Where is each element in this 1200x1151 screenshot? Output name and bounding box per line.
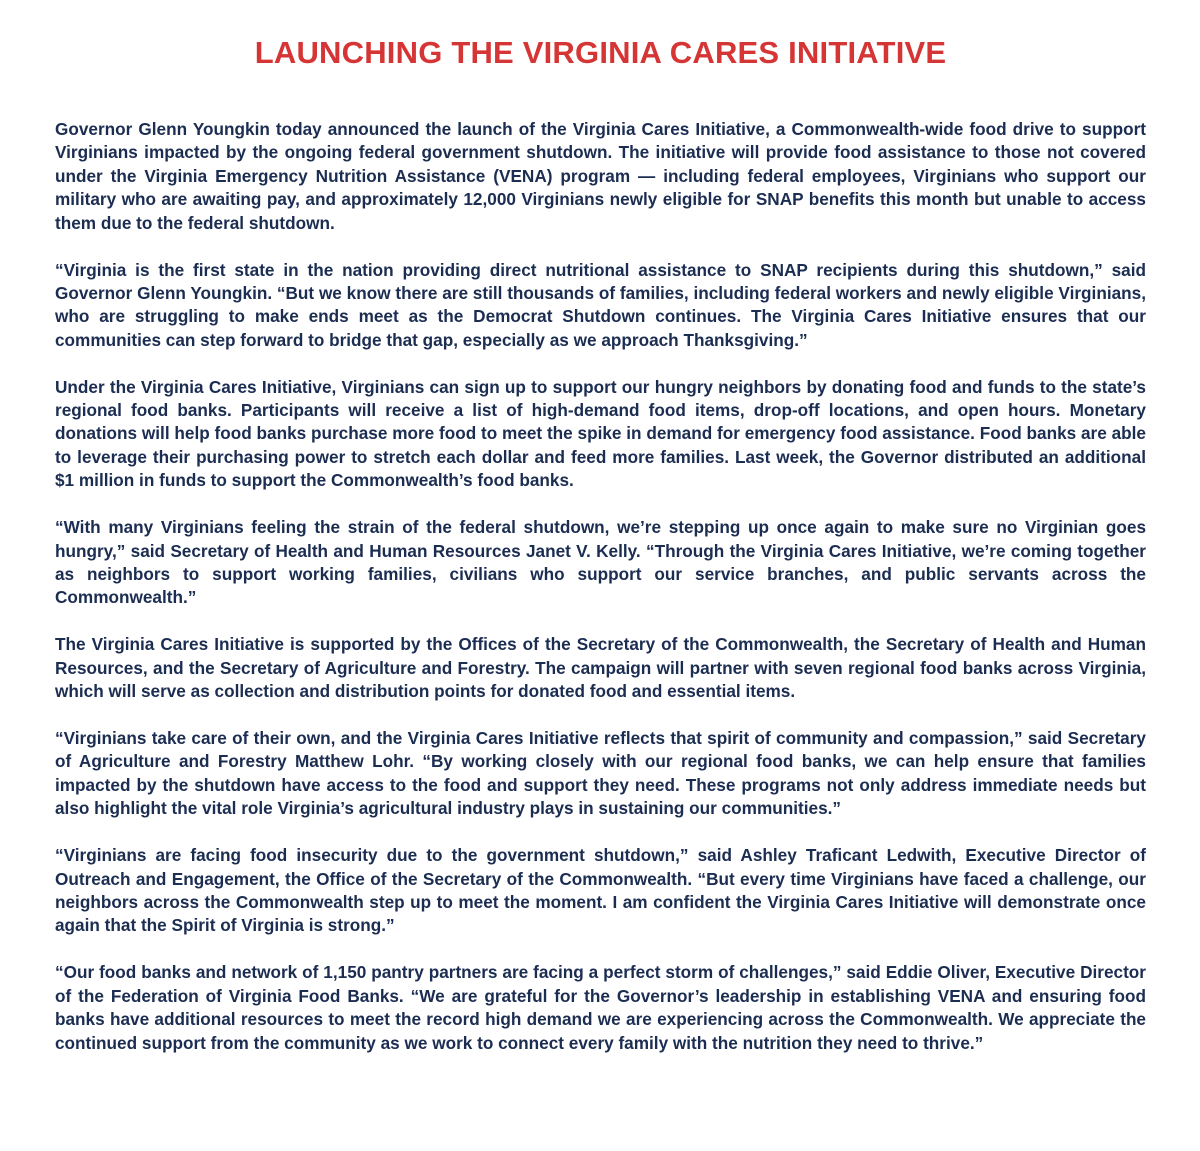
paragraph-lohr-quote: “Virginians take care of their own, and the Virginia Cares Initiative reflects that spirit of community and compassion,” said Secretary of Agriculture and Forestry Matthew Lohr. “By working closely with our regional food banks, we can help ensure that families impacted by the shutdown have access to the food and support they need. These programs not only address immediate needs but also highlight the vital role Virginia’s agricultural industry plays in sustaining our communities.” [55,728,1146,819]
paragraph-announcement: Governor Glenn Youngkin today announced the launch of the Virginia Cares Initiative, a Commonwealth-wide food drive to support Virginians impacted by the ongoing federal government shutdown. The initiative will provide food assistance to those not covered under the Virginia Emergency Nutrition Assistance (VENA) program — including federal employees, Virginians who support our military who are awaiting pay, and approximately 12,000 Virginians newly eligible for SNAP benefits this month but unable to access them due to the federal shutdown. [55,119,1146,233]
paragraph-kelly-quote: “With many Virginians feeling the strain of the federal shutdown, we’re stepping up once again to make sure no Virginian goes hungry,” said Secretary of Health and Human Resources Janet V. Kelly. “Through the Virginia Cares Initiative, we’re coming together as neighbors to support working families, civilians who support our service branches, and public servants across the Commonwealth.” [55,517,1146,608]
paragraph-how-to-help: Under the Virginia Cares Initiative, Virginians can sign up to support our hungry neighbors by donating food and funds to the state’s regional food banks. Participants will receive a list of high-demand food items, drop-off locations, and open hours. Monetary donations will help food banks purchase more food to meet the spike in demand for emergency food assistance. Food banks are able to leverage their purchasing power to stretch each dollar and feed more families. Last week, the Governor distributed an additional $1 million in funds to support the Commonwealth’s food banks. [55,376,1146,491]
paragraph-governor-quote: “Virginia is the first state in the nation providing direct nutritional assistance to SNAP recipients during this shutdown,” said Governor Glenn Youngkin. “But we know there are still thousands of families, including federal workers and newly eligible Virginians, who are struggling to make ends meet as the Democrat Shutdown continues. The Virginia Cares Initiative ensures that our communities can step forward to bridge that gap, especially as we approach Thanksgiving.” [55,259,1146,350]
paragraph-oliver-quote: “Our food banks and network of 1,150 pantry partners are facing a perfect storm of challenges,” said Eddie Oliver, Executive Director of the Federation of Virginia Food Banks. “We are grateful for the Governor’s leadership in establishing VENA and ensuring food banks have additional resources to meet the record high demand we are experiencing across the Commonwealth. We appreciate the continued support from the community as we work to connect every family with the nutrition they need to thrive.” [55,962,1146,1053]
paragraph-ledwith-quote: “Virginians are facing food insecurity due to the government shutdown,” said Ashley Traficant Ledwith, Executive Director of Outreach and Engagement, the Office of the Secretary of the Commonwealth. “But every time Virginians have faced a challenge, our neighbors across the Commonwealth step up to meet the moment. I am confident the Virginia Cares Initiative will demonstrate once again that the Spirit of Virginia is strong.” [55,845,1146,936]
paragraph-supporting-offices: The Virginia Cares Initiative is supported by the Offices of the Secretary of the Commonwealth, the Secretary of Health and Human Resources, and the Secretary of Agriculture and Forestry. The campaign will partner with seven regional food banks across Virginia, which will serve as collection and distribution points for donated food and essential items. [55,634,1146,702]
article-body [55,118,1146,1055]
page-title: LAUNCHING THE VIRGINIA CARES INITIATIVE [254,35,947,70]
